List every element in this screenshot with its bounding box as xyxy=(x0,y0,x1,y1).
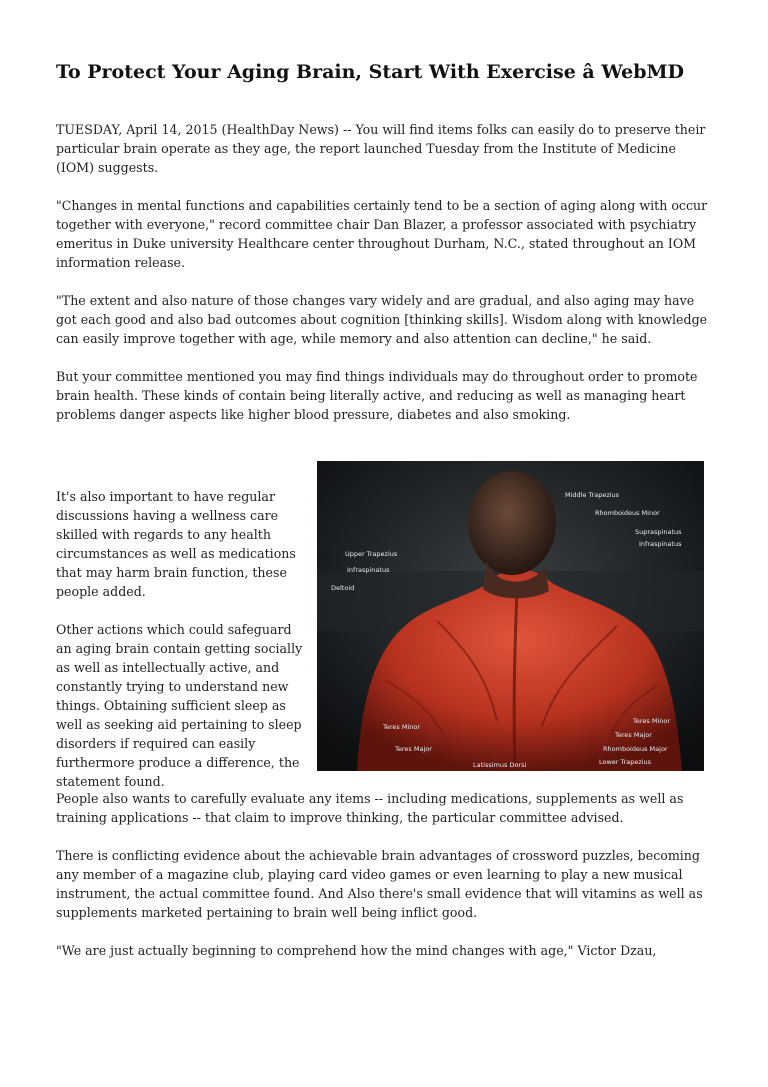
label-rhomboideus-minor: Rhomboideus Minor xyxy=(595,509,660,517)
label-teres-minor-right: Teres Minor xyxy=(633,717,671,725)
paragraph-8: There is conflicting evidence about the achievable brain advantages of crossword puzzles, becoming any member of a magazine club, playing card video games or even learning to play a new musical instrument, the actual committee found. And Also there's small evidence that will vitamins as well as supplements marketed pertaining to brain well being inflict good. xyxy=(56,848,703,920)
back-muscles-image xyxy=(317,461,704,771)
text-with-figure xyxy=(56,461,712,789)
label-middle-trapezius: Middle Trapezius xyxy=(565,491,620,499)
label-infraspinatus-right: Infraspinatus xyxy=(639,540,682,548)
paragraph-3: "The extent and also nature of those changes vary widely and are gradual, and also aging may have got each good and also bad outcomes about cognition [thinking skills]. Wisdom along with knowledge can easily improve together with age, while memory and also attention can decline," he said. xyxy=(56,293,708,346)
label-deltoid: Deltoid xyxy=(331,584,355,592)
label-teres-major-right: Teres Major xyxy=(615,731,652,739)
figure-side-text xyxy=(56,487,308,810)
label-supraspinatus: Supraspinatus xyxy=(635,528,682,536)
head-shape xyxy=(468,471,556,575)
article-title: To Protect Your Aging Brain, Start With Exercise â WebMD xyxy=(56,61,684,83)
back-muscles-illustration xyxy=(317,461,704,771)
paragraph-4: But your committee mentioned you may find things individuals may do throughout order to promote brain health. These kinds of contain being literally active, and reducing as well as managing heart problems danger aspects like higher blood pressure, diabetes and also smoking. xyxy=(56,369,698,422)
label-teres-major-left: Teres Major xyxy=(395,745,432,753)
paragraph-1: TUESDAY, April 14, 2015 (HealthDay News) -- You will find items folks can easily do to preserve their particular brain operate as they age, the report launched Tuesday from the Institute of Medicine (IOM) suggests. xyxy=(56,122,706,175)
paragraph-6: Other actions which could safeguard an aging brain contain getting socially as well as intellectually active, and constantly trying to understand new things. Obtaining sufficient sleep as well as seeking aid pertaining to sleep disorders if required can easily furthermore produce a difference, the statement found. xyxy=(56,622,303,789)
label-infraspinatus-left: Infraspinatus xyxy=(347,566,390,574)
label-upper-trapezius: Upper Trapezius xyxy=(345,550,398,558)
label-latissimus-dorsi: Latissimus Dorsi xyxy=(473,761,527,769)
paragraph-5: It's also important to have regular discussions having a wellness care skilled with regards to any health circumstances as well as medications that may harm brain function, these people added. xyxy=(56,489,296,599)
paragraph-9: "We are just actually beginning to comprehend how the mind changes with age," Victor Dzau, xyxy=(56,943,657,958)
label-lower-trapezius: Lower Trapezius xyxy=(599,758,652,766)
paragraph-7: People also wants to carefully evaluate any items -- including medications, supplements as well as training applications -- that claim to improve thinking, the particular committee advised. xyxy=(56,791,684,825)
label-rhomboideus-major: Rhomboideus Major xyxy=(603,745,668,753)
paragraph-2: "Changes in mental functions and capabilities certainly tend to be a section of aging along with occur together with everyone," record committee chair Dan Blazer, a professor associated with psychiatry emeritus in Duke university Healthcare center throughout Durham, N.C., stated throughout an IOM information release. xyxy=(56,198,708,270)
label-teres-minor-left: Teres Minor xyxy=(383,723,421,731)
